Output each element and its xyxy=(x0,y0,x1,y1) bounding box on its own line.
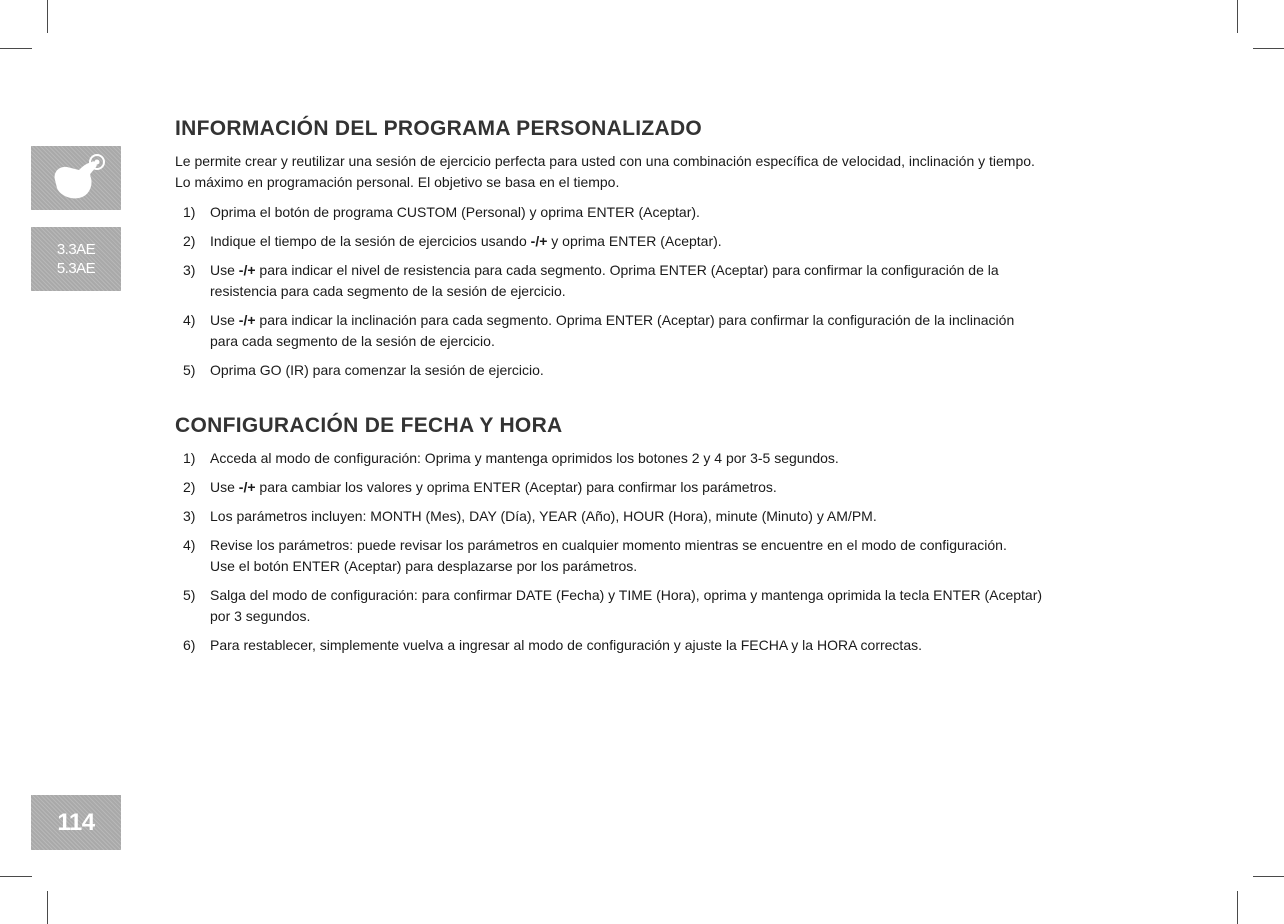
step-number: 1) xyxy=(183,204,196,220)
step-number: 2) xyxy=(183,479,196,495)
list-item xyxy=(175,448,1175,469)
custom-program-steps xyxy=(175,202,1175,389)
date-time-steps xyxy=(175,448,1175,664)
crop-mark xyxy=(1253,876,1284,877)
list-item xyxy=(175,585,1175,627)
crop-mark xyxy=(0,876,32,877)
list-item xyxy=(175,535,1175,577)
list-item xyxy=(175,202,1175,223)
step-number: 3) xyxy=(183,262,196,278)
list-item xyxy=(175,477,1175,498)
step-text: Revise los parámetros: puede revisar los parámetros en cualquier momento mientras se encuentre en el modo de configuración. Use el botón ENTER (Aceptar) para desplazarse por los parámetros. xyxy=(210,537,1007,574)
crop-mark xyxy=(47,0,48,33)
step-text: Acceda al modo de configuración: Oprima y mantenga oprimidos los botones 2 y 4 por 3-5 segundos. xyxy=(210,450,839,466)
hand-icon-box xyxy=(31,146,121,210)
page-number: 114 xyxy=(57,809,95,836)
crop-mark xyxy=(1237,891,1238,924)
step-number: 4) xyxy=(183,537,196,553)
model-label: 5.3AE xyxy=(56,260,96,277)
step-text: Para restablecer, simplemente vuelva a ingresar al modo de configuración y ajuste la FECHA y la HORA correctas. xyxy=(210,637,922,653)
list-item xyxy=(175,310,1175,352)
intro-line: Le permite crear y reutilizar una sesión de ejercicio perfecta para usted con una combinación específica de velocidad, inclinación y tiempo. xyxy=(175,153,1035,169)
crop-mark xyxy=(0,48,32,49)
crop-mark xyxy=(47,891,48,924)
step-text: Use -/+ para indicar el nivel de resistencia para cada segmento. Oprima ENTER (Aceptar) para confirmar la configuración de la resistencia para cada segmento de la sesión de ejercicio. xyxy=(210,262,999,299)
models-box xyxy=(31,227,121,291)
step-text: Los parámetros incluyen: MONTH (Mes), DAY (Día), YEAR (Año), HOUR (Hora), minute (Minuto) y AM/PM. xyxy=(210,508,877,524)
step-number: 5) xyxy=(183,362,196,378)
step-number: 6) xyxy=(183,637,196,653)
step-text: Indique el tiempo de la sesión de ejercicios usando -/+ y oprima ENTER (Aceptar). xyxy=(210,233,722,249)
step-text: Salga del modo de configuración: para confirmar DATE (Fecha) y TIME (Hora), oprima y mantenga oprimida la tecla ENTER (Aceptar) por 3 segundos. xyxy=(210,587,1043,624)
crop-mark xyxy=(1237,0,1238,33)
step-number: 2) xyxy=(183,233,196,249)
model-label: 3.3AE xyxy=(56,241,96,258)
step-number: 3) xyxy=(183,508,196,524)
crop-mark xyxy=(1253,48,1284,49)
list-item xyxy=(175,260,1175,302)
step-text: Oprima el botón de programa CUSTOM (Personal) y oprima ENTER (Aceptar). xyxy=(210,204,700,220)
step-text: Use -/+ para cambiar los valores y oprima ENTER (Aceptar) para confirmar los parámetros. xyxy=(210,479,777,495)
step-text: Use -/+ para indicar la inclinación para cada segmento. Oprima ENTER (Aceptar) para confirmar la configuración de la inclinación para cada segmento de la sesión de ejercicio. xyxy=(210,312,1015,349)
intro-line: Lo máximo en programación personal. El objetivo se basa en el tiempo. xyxy=(175,174,620,190)
section-title-date-time: CONFIGURACIÓN DE FECHA Y HORA xyxy=(175,414,563,437)
step-number: 1) xyxy=(183,450,196,466)
list-item xyxy=(175,635,1175,656)
list-item xyxy=(175,506,1175,527)
page-number-box xyxy=(31,795,121,850)
section-title-custom-program: INFORMACIÓN DEL PROGRAMA PERSONALIZADO xyxy=(175,117,703,140)
step-number: 4) xyxy=(183,312,196,328)
hand-touch-icon xyxy=(31,146,121,210)
list-item xyxy=(175,231,1175,252)
step-number: 5) xyxy=(183,587,196,603)
step-text: Oprima GO (IR) para comenzar la sesión de ejercicio. xyxy=(210,362,544,378)
list-item xyxy=(175,360,1175,381)
